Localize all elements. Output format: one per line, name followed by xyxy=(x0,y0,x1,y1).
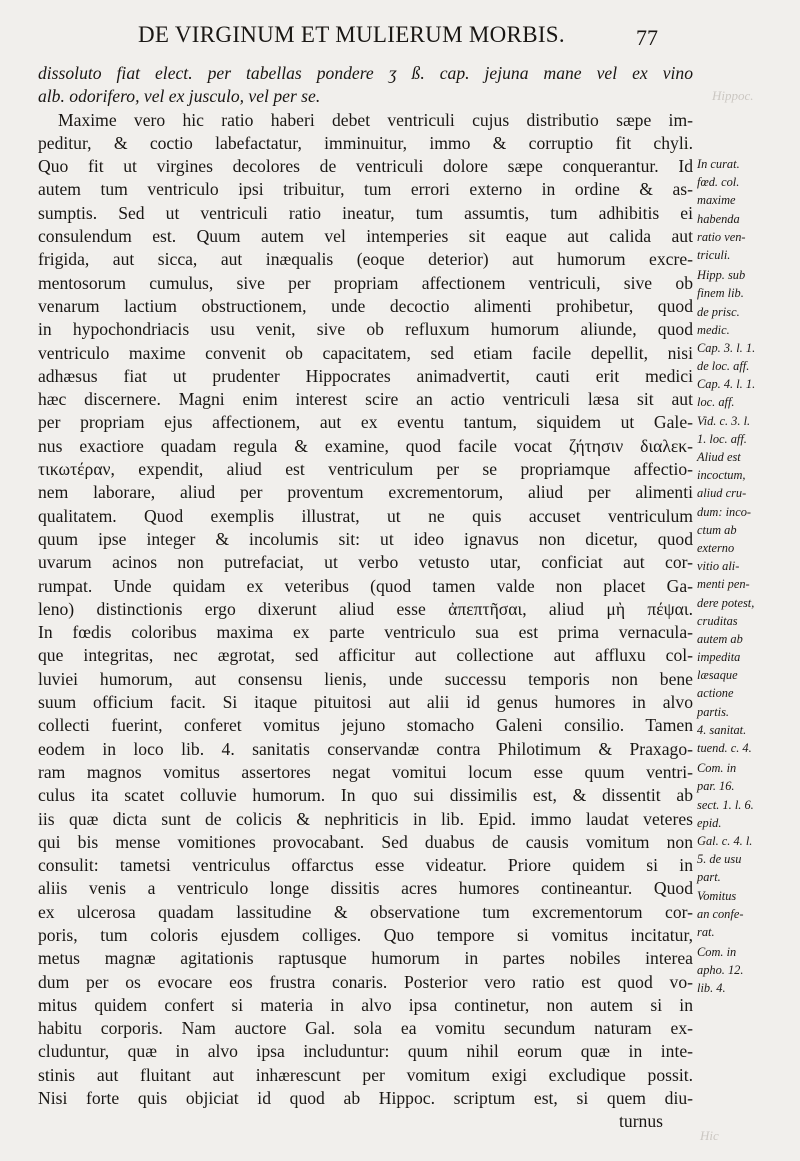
text-line: τικωτέραν, expendit, aliud est ventriculum per se propriamque affectio- xyxy=(38,459,693,480)
margin-note: 4. sanitat. xyxy=(697,722,747,737)
text-line: frigida, aut sicca, aut inæqualis (eoque deterior) aut humorum excre- xyxy=(38,249,693,270)
margin-notes xyxy=(697,155,797,998)
text-line: nus exactiore quadam regula & examine, quod facile vocat ζήτησιν διαλεκ- xyxy=(38,435,693,456)
margin-note: impedita xyxy=(697,650,741,665)
text-line: dissoluto fiat elect. per tabellas pondere ʒ ß. cap. jejuna mane vel ex vino xyxy=(38,63,693,83)
margin-note: aliud cru- xyxy=(697,486,747,501)
margin-note: Com. in xyxy=(697,761,737,776)
text-line: ventriculo maxime convenit ob capacitatem, sed etiam facile depellit, nisi xyxy=(38,342,693,363)
margin-note: epid. xyxy=(697,815,722,830)
text-line: rumpat. Unde quidam ex veteribus (quod tamen valde non placet Ga- xyxy=(38,575,693,596)
margin-note: finem lib. xyxy=(697,286,744,301)
text-line: consulit: tametsi ventriculus offarctus esse videatur. Priore quidem si in xyxy=(38,855,693,876)
margin-note: rat. xyxy=(697,924,715,939)
text-line: Quo fit ut virgines decolores de ventriculi dolore sæpe conquerantur. Id xyxy=(38,156,693,177)
text-line: Nisi forte quis objiciat id quod ab Hippoc. scriptum est, si quem diu- xyxy=(38,1088,693,1109)
text-line: ram magnos vomitus assertores negat vomitui locum esse quum ventri- xyxy=(38,761,693,782)
margin-note: Vid. c. 3. l. xyxy=(697,413,751,428)
text-line: uvarum acinos non putrefaciat, ut verbo vetusto utar, conficiat aut cor- xyxy=(38,552,693,573)
text-line: peditur, & coctio labefactatur, imminuitur, immo & corruptio fit chyli. xyxy=(38,132,693,153)
margin-note: cruditas xyxy=(697,613,738,628)
running-head: DE VIRGINUM ET MULIERUM MORBIS. xyxy=(138,22,565,47)
text-line: per propriam ejus affectionem, aut ex eventu tantum, siquidem ut Gale- xyxy=(38,412,693,433)
margin-note: medic. xyxy=(697,322,730,337)
text-line: que integritas, nec ægrotat, sed afficitur aut collectione aut affluxu col- xyxy=(38,645,693,666)
margin-note: dum: inco- xyxy=(697,504,752,519)
text-line: leno) distinctionis ergo dixerunt aliud esse ἀπεπτῆσαι, aliud μὴ πέψαι. xyxy=(38,598,693,619)
margin-note: triculi. xyxy=(697,247,731,262)
margin-note: de prisc. xyxy=(697,304,740,319)
text-line: collecti fuerint, conferet vomitus jejuno stomacho Galeni consilio. Tamen xyxy=(38,715,693,736)
bleed-through-text: Hippoc. xyxy=(712,88,754,103)
margin-note: dere potest, xyxy=(697,595,755,610)
margin-note: partis. xyxy=(697,704,730,719)
text-line: quum ipse integer & incolumis sit: ut ideo ignavus non dicetur, quod xyxy=(38,528,693,549)
margin-note: vitio ali- xyxy=(697,559,740,574)
text-line: culus ita scatet colluvie humorum. In quo sui dissimilis est, & dissentit ab xyxy=(38,785,693,806)
margin-note: ratio ven- xyxy=(697,229,746,244)
margin-note: sect. 1. l. 6. xyxy=(697,797,754,812)
margin-note: Com. in xyxy=(697,945,737,960)
text-line: qui bis mense vomitiones provocabant. Sed duabus de causis vomitum non xyxy=(38,831,693,852)
text-line: sumptis. Sed ut ventriculi ratio ineatur, tum assumtis, tum adhibitis ei xyxy=(38,202,693,223)
catchword: turnus xyxy=(619,1111,663,1132)
text-line: suum officium facit. Si itaque pituitosi aut alii id genus humores in alvo xyxy=(38,692,693,713)
margin-note: Gal. c. 4. l. xyxy=(697,833,753,848)
text-line: venarum lactium obstructionem, unde decoctio alimenti prohibetur, quod xyxy=(38,295,693,316)
text-line: dum per os evocare eos frustra conaris. Posterior vero ratio est quod vo- xyxy=(38,971,693,992)
text-line: eodem in loco lib. 4. sanitatis conservandæ contra Philotimum & Praxago- xyxy=(38,738,693,759)
margin-note: incoctum, xyxy=(697,468,746,483)
text-line: metus magnæ agitationis raptusque humorum in partes nobiles interea xyxy=(38,948,693,969)
margin-note: maxime xyxy=(697,193,736,208)
text-line: qualitatem. Quod exemplis illustrat, ut ne quis accuset ventriculum xyxy=(38,505,693,526)
margin-note: Vomitus xyxy=(697,888,737,903)
margin-note: externo xyxy=(697,540,735,555)
margin-note: an confe- xyxy=(697,906,744,921)
margin-note: Aliud est xyxy=(697,450,741,464)
margin-note: menti pen- xyxy=(697,577,750,592)
margin-note: de loc. aff. xyxy=(697,359,750,374)
margin-note: Cap. 3. l. 1. xyxy=(697,340,756,355)
text-line: cluduntur, quæ in alvo ipsa includuntur: quum nihil eorum quæ in inte- xyxy=(38,1041,693,1062)
margin-note: fœd. col. xyxy=(697,175,740,190)
margin-note: lib. 4. xyxy=(697,981,726,996)
bleed-through-text: Hic xyxy=(700,1128,719,1143)
text-line: in hypochondriacis usu venit, sive ob refluxum humorum aliunde, quod xyxy=(38,319,693,340)
margin-note: læsaque xyxy=(697,668,738,683)
text-line: hæc discernere. Magni enim interest scire an actio ventriculi læsa sit aut xyxy=(38,389,693,410)
margin-note: actione xyxy=(697,686,734,701)
text-line: nem laborare, aliud per proventum excrementorum, aliud per alimenti xyxy=(38,482,693,503)
margin-note: Cap. 4. l. 1. xyxy=(697,377,756,392)
margin-note: apho. 12. xyxy=(697,963,744,978)
margin-note: autem ab xyxy=(697,631,743,646)
margin-note: loc. aff. xyxy=(697,395,735,410)
margin-note: par. 16. xyxy=(697,779,735,794)
margin-note: In curat. xyxy=(697,157,740,171)
text-line: In fœdis coloribus maxima ex parte ventriculo sua est prima vernacula- xyxy=(38,622,693,643)
text-line: iis quæ dicta sunt de colicis & nephriticis in lib. Epid. immo laudat veteres xyxy=(38,808,693,829)
main-text-block xyxy=(38,62,693,1134)
text-line: poris, tum coloris ejusdem colliges. Quo tempore si vomitus incitatur, xyxy=(38,924,693,945)
margin-note: ctum ab xyxy=(697,522,737,537)
margin-note: 1. loc. aff. xyxy=(697,431,747,446)
margin-note: habenda xyxy=(697,211,740,226)
text-line: consulendum est. Quum autem vel intemperies sit eaque aut calida aut xyxy=(38,226,693,247)
text-line: ex ulcerosa quadam lassitudine & observatione tum excrementorum cor- xyxy=(38,901,693,922)
text-line: aliis venis a ventriculo longe dissitis acres humores contineantur. Quod xyxy=(38,878,693,899)
margin-note: 5. de usu xyxy=(697,852,742,867)
text-line: stinis aut fluitant aut inhærescunt per vomitum exigi excludique possit. xyxy=(38,1064,693,1085)
text-line: autem tum ventriculo ipsi tribuitur, tum errori externo in ordine & as- xyxy=(38,179,693,200)
margin-note: part. xyxy=(697,870,721,885)
text-line: mitus quidem confert si materia in alvo ipsa continetur, non autem si in xyxy=(38,994,693,1015)
text-line: habitu corporis. Nam auctore Gal. sola ea vomitu secundum naturam ex- xyxy=(38,1018,693,1039)
margin-note: Hipp. sub xyxy=(697,268,746,283)
text-line: Maxime vero hic ratio haberi debet ventriculi cujus distributio sæpe im- xyxy=(58,109,693,130)
text-line: adhæsus fiat ut prudenter Hippocrates animadvertit, cauti erit medici xyxy=(38,365,693,386)
page-number: 77 xyxy=(636,25,658,50)
text-line: luviei humorum, aut consensu lienis, unde successu temporis non bene xyxy=(38,668,693,689)
text-line: alb. odorifero, vel ex jusculo, vel per se. xyxy=(38,86,321,107)
text-line: mentosorum cumulus, sive per propriam affectionem ventriculi, sive ob xyxy=(38,272,693,293)
margin-note: tuend. c. 4. xyxy=(697,741,752,755)
